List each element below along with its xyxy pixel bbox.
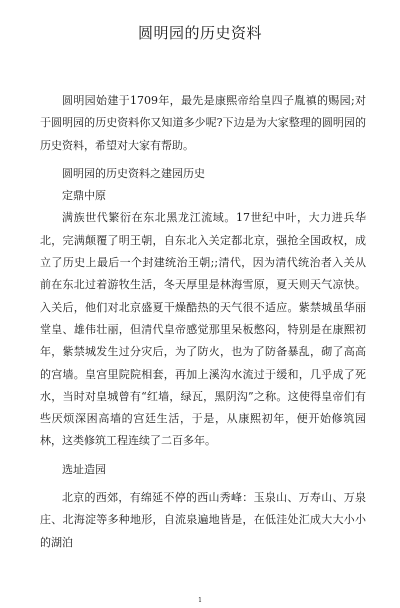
document-body <box>40 90 366 554</box>
page-number: 1 <box>198 597 202 604</box>
subheading-dingding: 定鼎中原 <box>62 189 106 203</box>
document-title: 圆明园的历史资料 <box>137 24 262 42</box>
intro-paragraph: 圆明园始建于1709年，最先是康熙帝给皇四子胤禛的赐园;对于圆明园的历史资料你又知道多少呢?下边是为大家整理的圆明园的历史资料，希望对大家有帮助。 <box>40 94 366 152</box>
section-heading: 圆明园的历史资料之建园历史 <box>62 166 205 180</box>
paragraph-history: 满族世代繁衍在东北黑龙江流域。17世纪中叶，大力进兵华北，完满颠覆了明王朝，自东北入关定都北京，强抢全国政权，成立了历史上最后一个封建统治王朝;;清代，因为清代统治者入关从前在东北过着游牧生活，冬天厚里是林海雪原，夏天则天气凉快。入关后，他们对北京盛夏干燥酷热的天气很不适应。紫禁城虽华丽堂皇、雄伟壮丽，但清代皇帝感觉那里呆板憋闷，特别是在康熙初年，紫禁城发生过分灾后，为了防火，也为了防备暴乱，砌了高高的宫墙。皇宫里院院相套，再加上溪沟水流过于缓和，几乎成了死水，当时对皇城曾有“红墙，绿瓦，黑阴沟”之称。这使得皇帝们有些厌烦深困高墙的宫廷生活，于是，从康熙初年，便开始修筑园林，这类修筑工程连续了二百多年。 <box>40 211 366 448</box>
paragraph-site: 北京的西郊，有绵延不停的西山秀峰：玉泉山、万寿山、万泉庄、北海淀等多种地形，自流泉遍地皆是，在低洼处汇成大大小小的湖泊 <box>40 491 366 549</box>
subheading-xuanzhi: 选址造园 <box>62 462 106 476</box>
